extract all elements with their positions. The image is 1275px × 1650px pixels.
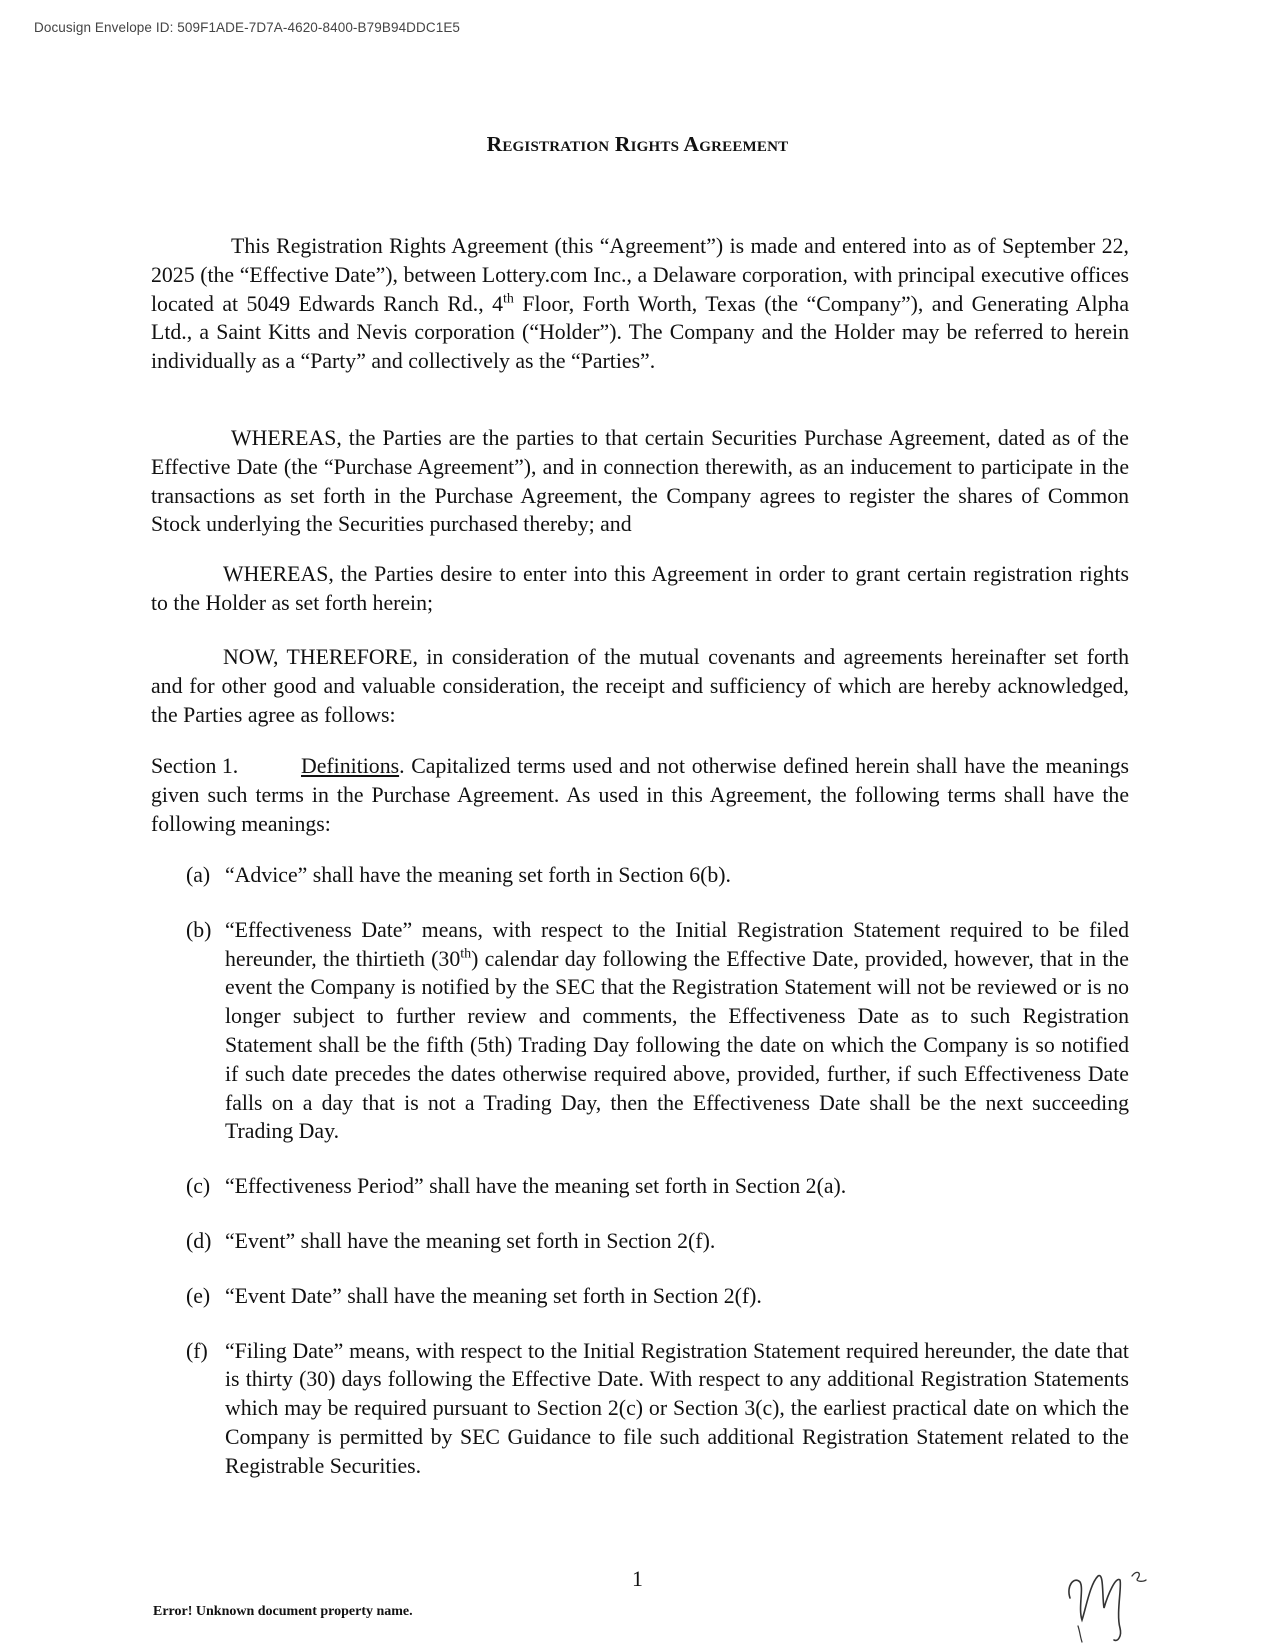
whereas-paragraph-2 [151,560,1129,618]
definition-marker: (e) [186,1283,211,1308]
definition-text: “Event” shall have the meaning set forth in Section 2(f). [225,1228,716,1253]
section-1 [151,752,1129,838]
page-number: 1 [632,1567,643,1591]
section-1-heading: Definitions [301,754,400,778]
definition-marker: (f) [186,1338,208,1363]
definition-c [186,1172,1129,1201]
definition-f [186,1337,1129,1481]
definition-marker: (d) [186,1228,212,1253]
now-therefore-text: NOW, THEREFORE, in consideration of the mutual covenants and agreements hereinafter set forth and for other good and valuable consideration, the receipt and sufficiency of which are hereby acknowledged, the Parties agree as follows: [151,645,1129,727]
whereas-1-text: WHEREAS, the Parties are the parties to that certain Securities Purchase Agreement, dated as of the Effective Date (the “Purchase Agreement”), and in connection therewith, as an inducement to participate in the transactions as set forth in the Purchase Agreement, the Company agrees to register the shares of Common Stock underlying the Securities purchased thereby; and [151,426,1129,537]
definitions-list [186,861,1129,1481]
definition-text: “Filing Date” means, with respect to the Initial Registration Statement required hereunder, the date that is thirty (30) days following the Effective Date. With respect to any additional Registration Statements which may be required pursuant to Section 2(c) or Section 3(c), the earliest practical date on which the Company is permitted by SEC Guidance to file such additional Registration Statement related to the Registrable Securities. [225,1338,1129,1478]
definition-text-b: ) calendar day following the Effective Date, provided, however, that in the event the Company is notified by the SEC that the Registration Statement will not be reviewed or is no longer subject to further review and comments, the Effectiveness Date as to such Registration Statement shall be the fifth (5th) Trading Day following the date on which the Company is so notified if such date precedes the dates otherwise required above, provided, further, if such Effectiveness Date falls on a day that is not a Trading Day, then the Effectiveness Date shall be the next succeeding Trading Day. [225,946,1129,1144]
now-therefore-paragraph [151,643,1129,729]
definition-marker: (b) [186,917,212,942]
document-title: Registration Rights Agreement [486,132,789,156]
intro-superscript: th [503,291,514,307]
definition-marker: (c) [186,1174,211,1199]
intro-text-a: This Registration Rights Agreement (this “Agreement”) is made and entered into as of September 22, 2025 (the “Effective Date”), between Lottery.com Inc., a Delaware corporation, with principal executive offices located at 5049 Edwards Ranch Rd., 4 [151,234,1129,316]
definition-text: “Effectiveness Period” shall have the meaning set forth in Section 2(a). [225,1174,847,1199]
section-1-text: . Capitalized terms used and not otherwise defined herein shall have the meanings given such terms in the Purchase Agreement. As used in this Agreement, the following terms shall have the following meanings: [151,754,1129,836]
footer-error-text: Error! Unknown document property name. [153,1604,413,1619]
definition-superscript: th [460,946,472,962]
intro-text-b: Floor, Forth Worth, Texas (the “Company”), and Generating Alpha Ltd., a Saint Kitts and Nevis corporation (“Holder”). The Company and the Holder may be referred to herein individually as a “Party” and collectively as the “Parties”. [151,291,1129,374]
intro-paragraph [151,232,1129,376]
whereas-paragraph-1 [151,424,1129,539]
definition-b [186,916,1129,1146]
definition-text-a: “Effectiveness Date” means, with respect to the Initial Registration Statement required to be filed hereunder, the thirtieth (30 [225,917,1129,971]
definition-a [186,861,1129,890]
section-1-number: Section 1. [151,754,239,778]
docusign-envelope-id: Docusign Envelope ID: 509F1ADE-7D7A-4620-8400-B79B94DDC1E5 [34,20,461,35]
whereas-2-text: WHEREAS, the Parties desire to enter into this Agreement in order to grant certain registration rights to the Holder as set forth herein; [151,562,1129,615]
definition-text: “Event Date” shall have the meaning set forth in Section 2(f). [225,1283,762,1308]
definition-text: “Advice” shall have the meaning set forth in Section 6(b). [225,863,732,887]
definition-marker: (a) [186,863,211,887]
initials-signature [1060,1546,1190,1646]
definition-d [186,1227,1129,1256]
definition-e [186,1282,1129,1311]
